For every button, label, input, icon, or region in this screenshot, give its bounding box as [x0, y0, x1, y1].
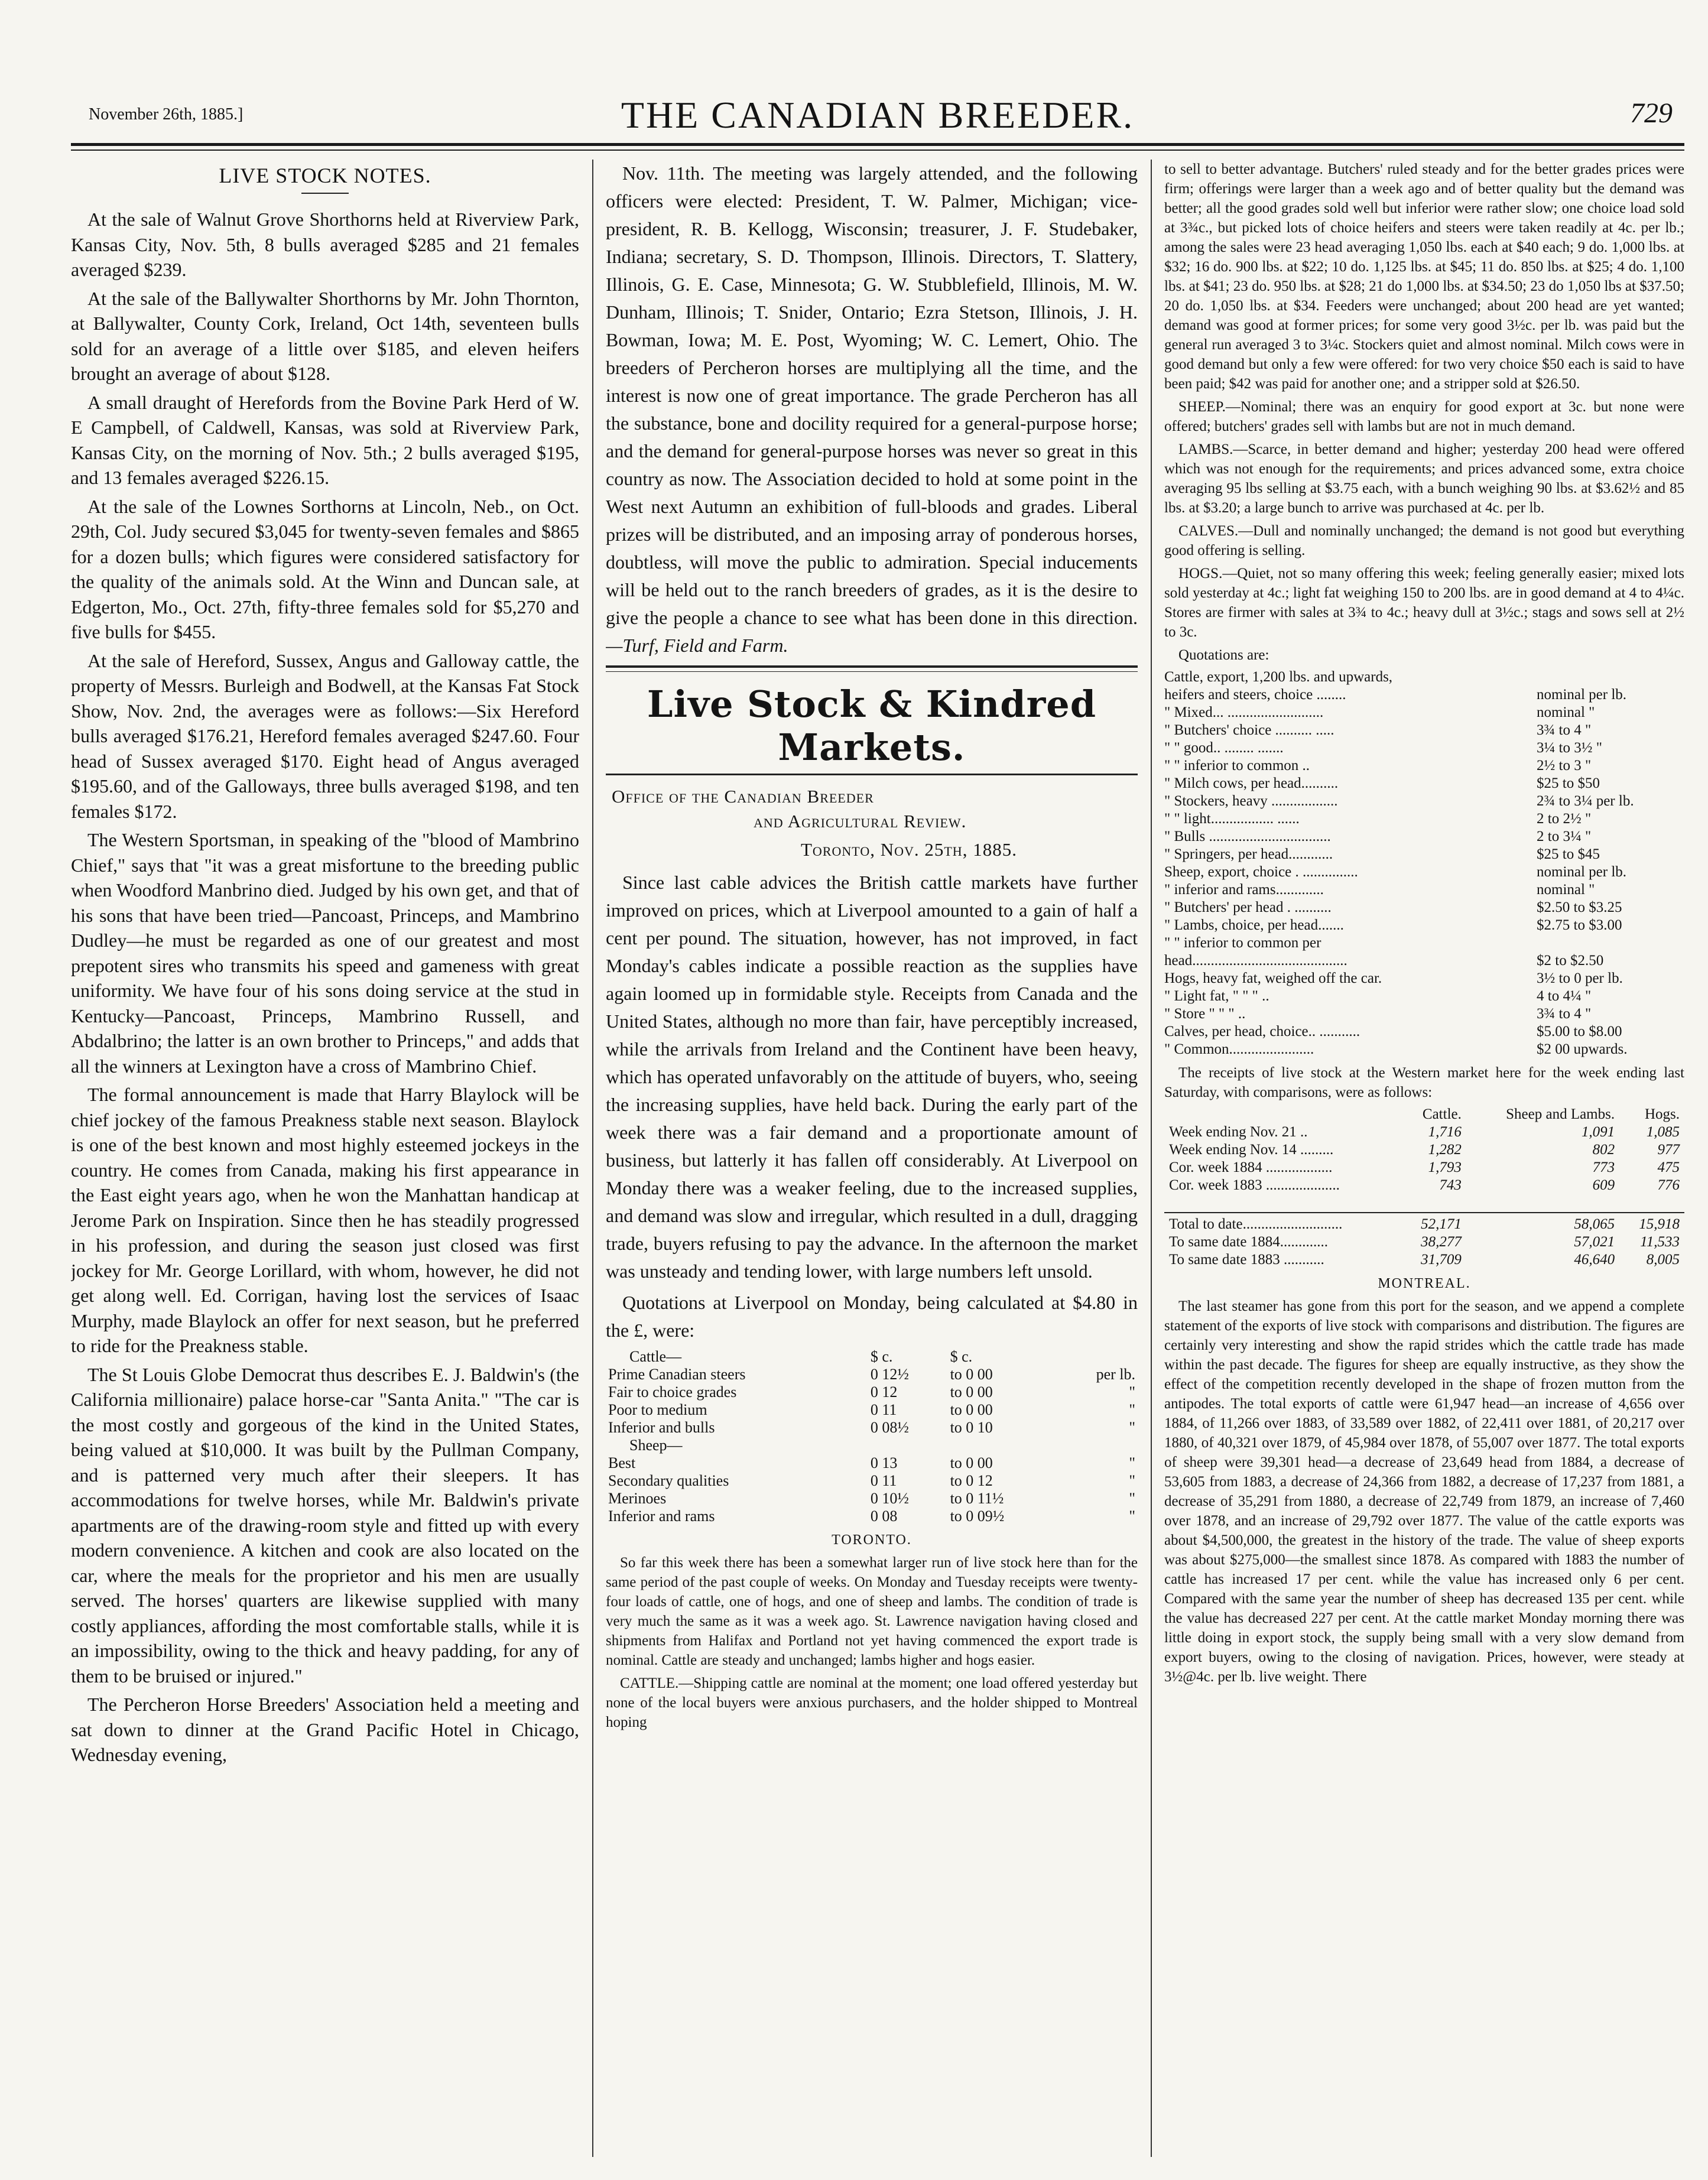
list-item: [1164, 686, 1684, 704]
quotation-label: heifers and steers, choice ........: [1164, 687, 1346, 703]
toronto-quotations-list: [1164, 668, 1684, 1058]
source-signature: —Turf, Field and Farm.: [606, 635, 788, 656]
table-cell: 1,282: [1428, 1142, 1462, 1158]
table-spacer: [1164, 1194, 1684, 1213]
table-cell: To same date 1883 ...........: [1169, 1252, 1324, 1268]
price-unit: ": [1129, 1472, 1135, 1489]
price-to: to 0 00: [950, 1454, 993, 1471]
list-item: [1164, 987, 1684, 1005]
quotation-label: Sheep, export, choice . ...............: [1164, 864, 1358, 880]
list-item: [1164, 739, 1684, 757]
price-unit: ": [1129, 1454, 1135, 1471]
quotation-value: nominal per lb.: [1537, 864, 1627, 880]
price-from: 0 11: [870, 1401, 897, 1418]
row-label: Best: [608, 1454, 636, 1471]
quotation-label: " Common.......................: [1164, 1041, 1314, 1057]
list-item: [1164, 668, 1684, 686]
quotation-label: " Lambs, choice, per head.......: [1164, 917, 1344, 933]
office-line: Office of the Canadian Breeder: [612, 786, 874, 807]
column-market-reports: [1164, 160, 1684, 2157]
quotation-value: $2 to $2.50: [1537, 953, 1604, 969]
price-unit: ": [1129, 1508, 1135, 1525]
table-row: [1164, 1251, 1684, 1269]
sheep-rows: [606, 1454, 1138, 1525]
table-cell: 609: [1592, 1177, 1615, 1193]
list-item: [1164, 775, 1684, 792]
table-cell: 1,793: [1428, 1159, 1462, 1175]
article-paragraph: HOGS.—Quiet, not so many offering this week; feeling generally easier; mixed lots sold yesterday at 4c.; light fat weighing 150 to 200 lbs. are in good demand at 4 to 4¼c. Stores are firmer with sales at 3¾ to 4c.; heavy dull at 3½c.; stags and sows sell at 2½ to 3c.: [1164, 566, 1684, 640]
article-paragraph: The formal announcement is made that Harry Blaylock will be chief jockey of the famous Preakness stable next season. Blaylock is one of the best known and most highly esteemed jockeys in the country. He comes from Canada, making his first appearance in the East eight years ago, when he won the Manhattan handicap at Jerome Park on Inspiration. Since then he has steadily progressed in his profession, and during the season just closed was first jockey for Mr. George Lorillard, with whom, however, he did not get along well. Ed. Corrigan, having lost the services of Isaac Murphy, made Blaylock an offer for next season, but he preferred to ride for the Preakness stable.: [71, 1084, 579, 1356]
column-live-stock-notes: [71, 160, 579, 2157]
quotation-label: " Butchers' choice .......... .....: [1164, 722, 1334, 738]
table-cell: 31,709: [1421, 1252, 1462, 1268]
montreal-heading: MONTREAL.: [1378, 1276, 1471, 1291]
table-cell: Cor. week 1883 ....................: [1169, 1177, 1340, 1193]
table-row: [606, 1490, 1138, 1508]
article-paragraph: CALVES.—Dull and nominally unchanged; the demand is not good but everything good offering is selling.: [1164, 523, 1684, 558]
quotation-label: " " light................. ......: [1164, 811, 1300, 827]
price-from: 0 12½: [870, 1366, 909, 1383]
table-row: [1164, 1123, 1684, 1141]
price-unit: per lb.: [1096, 1366, 1135, 1383]
price-to: to 0 11½: [950, 1490, 1004, 1507]
receipts-table: [1164, 1106, 1684, 1269]
row-label: Fair to choice grades: [608, 1383, 737, 1401]
section-rule: [606, 665, 1138, 672]
table-row: [606, 1401, 1138, 1419]
page-number: 729: [1630, 98, 1673, 129]
list-item: [1164, 810, 1684, 828]
spacer-cell: [1164, 1194, 1401, 1213]
row-label: Secondary qualities: [608, 1472, 729, 1489]
column-header: $ c.: [950, 1348, 973, 1365]
price-unit: ": [1129, 1490, 1135, 1507]
table-row: [1164, 1233, 1684, 1251]
article-paragraph: LAMBS.—Scarce, in better demand and higher; yesterday 200 head were offered which was not enough for the requirements; and prices advanced some, extra choice averaging 95 lbs selling at $3.75 each, with a bunch weighing 90 lbs. at $3.62½ and 85 lbs. at $3.20; a large bunch to arrive was purchased at 4c. per lb.: [1164, 441, 1684, 516]
quotation-value: 3¼ to 3½ ": [1537, 740, 1602, 756]
price-from: 0 12: [870, 1383, 898, 1401]
table-cell: To same date 1884.............: [1169, 1234, 1329, 1250]
quotation-label: " Store " " " ..: [1164, 1006, 1246, 1022]
article-paragraph: A small draught of Herefords from the Bovine Park Herd of W. E Campbell, of Caldwell, Kansas, was sold at Riverview Park, Kansas City, on the morning of Nov. 5th.; 2 bulls averaged $195, and 13 females averaged $226.15.: [71, 391, 579, 488]
quotation-label: " Stockers, heavy ..................: [1164, 793, 1338, 809]
quotation-label: " Bulls .................................: [1164, 829, 1331, 844]
quotation-value: $25 to $50: [1537, 775, 1600, 791]
quotation-label: " " good.. ........ .......: [1164, 740, 1284, 756]
newspaper-page: [71, 89, 1684, 2157]
markets-title: Live Stock & Kindred Markets.: [647, 683, 1097, 769]
office-line: and Agricultural Review.: [754, 811, 967, 831]
quotation-value: 3¾ to 4 ": [1537, 722, 1592, 738]
list-item: [1164, 899, 1684, 917]
article-paragraph: At the sale of Walnut Grove Shorthorns held at Riverview Park, Kansas City, Nov. 5th, 8 bulls averaged $285 and 21 females averaged $239.: [71, 209, 579, 280]
column-markets: [606, 160, 1138, 2157]
quotation-label: " Light fat, " " " ..: [1164, 988, 1269, 1004]
price-to: to 0 12: [950, 1472, 993, 1489]
table-cell: 52,171: [1401, 1213, 1466, 1233]
quotation-value: $5.00 to $8.00: [1537, 1024, 1622, 1039]
row-label: Poor to medium: [608, 1401, 707, 1418]
table-group-label: Cattle—: [629, 1348, 682, 1365]
table-cell: Week ending Nov. 21 ..: [1169, 1124, 1308, 1140]
table-cell: 776: [1657, 1177, 1680, 1193]
row-label: Prime Canadian steers: [608, 1366, 746, 1383]
table-cell: 38,277: [1421, 1234, 1462, 1250]
list-item: [1164, 704, 1684, 722]
quotation-value: 4 to 4¼ ": [1537, 988, 1592, 1004]
quotation-label: Calves, per head, choice.. ...........: [1164, 1024, 1360, 1039]
table-cell: 743: [1439, 1177, 1462, 1193]
table-cell: 802: [1592, 1142, 1615, 1158]
table-row: [606, 1472, 1138, 1490]
article-paragraph: Quotations at Liverpool on Monday, being calculated at $4.80 in the £, were:: [606, 1292, 1138, 1341]
column-header: Cattle.: [1422, 1106, 1462, 1122]
price-from: 0 10½: [870, 1490, 909, 1507]
quotation-value: 2 to 3¼ ": [1537, 829, 1592, 844]
list-item: [1164, 934, 1684, 952]
quotation-label: " Springers, per head............: [1164, 846, 1333, 862]
list-item: [1164, 863, 1684, 881]
table-cell: Total to date...........................: [1164, 1213, 1401, 1233]
table-cell: 773: [1592, 1159, 1615, 1175]
quotation-label: head..........................................: [1164, 953, 1347, 969]
list-item: [1164, 757, 1684, 775]
quotation-label: " Milch cows, per head..........: [1164, 775, 1339, 791]
row-label: Inferior and rams: [608, 1508, 715, 1525]
quotation-value: $2.75 to $3.00: [1537, 917, 1622, 933]
table-cell: 8,005: [1646, 1252, 1680, 1268]
liverpool-quotations-table: [606, 1348, 1138, 1525]
article-text: Nov. 11th. The meeting was largely attended, and the following officers were elected: President, T. W. Palmer, Michigan; vice-president, R. B. Kellogg, Wisconsin; treasurer, J. F. Studebaker, Indiana; secretary, S. D. Thompson, Illinois. Directors, T. Slattery, Illinois, G. E. Case, Minnesota; G. W. Stubblefield, Illinois, M. W. Dunham, Illinois; T. Snider, Ontario; Ezra Stetson, Illinois, J. H. Bowman, Iowa; M. E. Post, Wyoming; W. C. Lemert, Ohio. The breeders of Percheron horses are multiplying all the time, and the interest is now one of great importance. The grade Percheron has all the substance, bone and docility required for a general-purpose horse; and the demand for general-purpose horses was never so great in this country as now. The Association decided to hold at some point in the West next Autumn an exhibition of full-bloods and grades. Liberal prizes will be distributed, and an imposing array of ponderous horses, doubtless, will move the public to admiration. Special inducements will be held out to the ranch breeders of grades, as it is the desire to give the people a chance to see what has been done in this direction.: [606, 163, 1138, 628]
table-cell: 11,533: [1640, 1234, 1680, 1250]
table-cell: 1,716: [1428, 1124, 1462, 1140]
cattle-rows: [606, 1366, 1138, 1437]
list-item: [1164, 970, 1684, 987]
price-unit: ": [1129, 1419, 1135, 1436]
table-row: [1164, 1159, 1684, 1177]
header-rule: [71, 143, 1684, 146]
section-heading: LIVE STOCK NOTES.: [219, 164, 431, 187]
list-item: [1164, 1005, 1684, 1023]
column-header: $ c.: [870, 1348, 893, 1365]
table-cell: 1,091: [1581, 1124, 1615, 1140]
toronto-heading: TORONTO.: [832, 1532, 912, 1548]
article-paragraph: SHEEP.—Nominal; there was an enquiry for good export at 3c. but none were offered; butchers' grades sell with lambs but are not in much demand.: [1164, 399, 1684, 434]
list-item: [1164, 722, 1684, 739]
quotation-value: [1537, 668, 1684, 686]
list-item: [1164, 952, 1684, 970]
price-to: to 0 09½: [950, 1508, 1005, 1525]
masthead-title: THE CANADIAN BREEDER.: [621, 94, 1135, 136]
quotation-value: [1537, 934, 1684, 952]
quotation-value: 2 to 2½ ": [1537, 811, 1592, 827]
article-paragraph: [606, 160, 1138, 659]
article-paragraph: At the sale of the Ballywalter Shorthorns by Mr. John Thornton, at Ballywalter, County Cork, Ireland, Oct 14th, seventeen bulls sold for an average of a little over $185, and eleven heifers brought an average of about $128.: [71, 287, 579, 384]
price-to: to 0 10: [950, 1419, 993, 1436]
quotation-label: " " inferior to common ..: [1164, 758, 1310, 774]
column-header: Sheep and Lambs.: [1506, 1106, 1615, 1122]
list-item: [1164, 846, 1684, 863]
list-item: [1164, 828, 1684, 846]
price-to: to 0 00: [950, 1383, 993, 1401]
article-paragraph: So far this week there has been a somewhat larger run of live stock here than for the same period of the past couple of weeks. On Monday and Tuesday receipts were twenty-four loads of cattle, one of hogs, and one of sheep and lambs. The condition of trade is very much the same as it was a week ago. St. Lawrence navigation having closed and shipments from Halifax and Portland not yet having commenced the export trade is nominal. Cattle are steady and unchanged; lambs higher and hogs easier.: [606, 1555, 1138, 1668]
heading-rule: [301, 193, 349, 194]
list-item: [1164, 792, 1684, 810]
article-paragraph: At the sale of the Lownes Sorthorns at Lincoln, Neb., on Oct. 29th, Col. Judy secured $3,045 for twenty-seven females and $865 for a dozen bulls; which figures were considered satisfactory for the quality of the animals sold. At the Winn and Duncan sale, at Edgerton, Mo., Oct. 27th, fifty-three females sold for $5,270 and five bulls for $455.: [71, 495, 579, 642]
article-paragraph: The last steamer has gone from this port for the season, and we append a complete statement of the exports of live stock with comparisons and distribution. The figures are certainly very interesting and show the rapid strides which the cattle trade has made within the past decade. The figures for sheep are equally instructive, as they show the effect of the competition recently developed in the shape of frozen mutton from the antipodes. The total exports of cattle were 61,947 head—an increase of 4,656 over 1884, of 11,266 over 1883, of 33,589 over 1882, of 22,411 over 1881, of 20,217 over 1880, of 40,321 over 1879, of 45,984 over 1878, of 55,007 over 1877. The total exports of sheep were 39,301 head—a decrease of 23,649 head from 1884, a decrease of 53,605 from 1883, a decrease of 24,366 from 1882, a decrease of 17,237 from 1881, a decrease of 35,291 from 1880, a decrease of 22,749 from 1879, an increase of 7,460 over 1878, and an increase of 29,792 over 1877. The value of the cattle exports was about $4,500,000, the greatest in the history of the trade. The value of sheep exports was about $275,000—the smallest since 1878. As compared with 1883 the number of cattle has increased 17 per cent. while the value has increased only 6 per cent. Compared with the same year the number of sheep has decreased 135 per cent. while the value has decreased 227 per cent. At the cattle market Monday morning there was little doing in export stock, the supply being small with a very slow demand from export buyers, owing to the closing of navigation. Prices, however, were steady at 3½@4c. per lb. live weight. There: [1164, 1298, 1684, 1685]
table-row: [606, 1419, 1138, 1437]
row-label: Merinoes: [608, 1490, 667, 1507]
price-from: 0 08: [870, 1508, 898, 1525]
quotation-value: nominal ": [1537, 704, 1595, 720]
quotation-label: " inferior and rams.............: [1164, 882, 1324, 898]
table-row: [1164, 1213, 1684, 1233]
table-cell: 58,065: [1466, 1213, 1619, 1233]
quotation-value: $25 to $45: [1537, 846, 1600, 862]
quotation-label: Cattle, export, 1,200 lbs. and upwards,: [1164, 669, 1393, 685]
article-paragraph: Since last cable advices the British cattle markets have further improved on prices, which at Liverpool amounted to a gain of half a cent per pound. The situation, however, has not improved, in fact Monday's cables indicate a possible reaction as the supplies have again loomed up in formidable style. Receipts from Canada and the United States, although no more than fair, have perceptibly increased, while the arrivals from Ireland and the Continent have been heavy, which has operated unfavorably on the attitude of buyers, who, seeing the increasing supplies, have held back. During the early part of the week there was a fair demand and a proportionate amount of business, but latterly it has fallen off considerably. At Liverpool on Monday there was a weaker feeling, due to the increased supplies, and demand was slow and irregular, which resulted in a dull, dragging trade, buyers refusing to pay the advance. In the afternoon the market was unsteady and tending lower, with large numbers left unsold.: [606, 872, 1138, 1282]
table-cell: Week ending Nov. 14 .........: [1169, 1142, 1334, 1158]
quotation-value: 2¾ to 3¼ per lb.: [1537, 793, 1634, 809]
article-paragraph: CATTLE.—Shipping cattle are nominal at the moment; one load offered yesterday but none of the local buyers were anxious purchasers, and the holder shipped to Montreal hoping: [606, 1675, 1138, 1730]
article-paragraph: The receipts of live stock at the Western market here for the week ending last Saturday, with comparisons, were as follows:: [1164, 1065, 1684, 1100]
price-unit: ": [1129, 1401, 1135, 1418]
table-cell: 46,640: [1574, 1252, 1615, 1268]
column-header: [1164, 1106, 1401, 1123]
list-item: [1164, 917, 1684, 934]
quotation-value: 2½ to 3 ": [1537, 758, 1592, 774]
table-cell: Cor. week 1884 ..................: [1169, 1159, 1333, 1175]
article-paragraph: At the sale of Hereford, Sussex, Angus and Galloway cattle, the property of Messrs. Burleigh and Bodwell, at the Kansas Fat Stock Show, Nov. 2nd, the averages were as follows:—Six Hereford bulls averaged $176.21, Hereford females averaged $247.60. Four head of Sussex averaged $170. Eight head of Angus averaged $195.60, and of the Galloways, three bulls averaged $198, and ten females $172.: [71, 649, 579, 822]
section-rule: [606, 774, 1138, 775]
price-to: to 0 00: [950, 1401, 993, 1418]
quotation-value: $2.50 to $3.25: [1537, 899, 1622, 915]
quotations-label: Quotations are:: [1178, 647, 1269, 663]
table-row: [1164, 1141, 1684, 1159]
quotation-value: nominal per lb.: [1537, 687, 1627, 703]
list-item: [1164, 881, 1684, 899]
article-paragraph: to sell to better advantage. Butchers' ruled steady and for the better grades prices were firm; offerings were larger than a week ago and of better quality but the demand was better; all the good grades sold well but inferior were rather slow; one choice load sold at 3¾c., but picked lots of choice heifers and steers were taken readily at 4c. per lb.; among the sales were 23 head averaging 1,050 lbs. each at $40 each; 9 do. 1,000 lbs. at $32; 16 do. 900 lbs. at $22; 10 do. 1,125 lbs. at $45; 11 do. 850 lbs. at $25; 4 do. 1,100 lbs. at $41; 23 do. 950 lbs. at $28; 21 do 1,000 lbs. at $34.50; 23 do 1,050 lbs at $37.50; 20 do. 1,050 lbs. at $34. Feeders were unchanged; about 200 head are yet wanted; demand was good at former prices; for some very good 3½c. per lb. was paid but the general run averaged 3 to 3¼c. Stockers quiet and almost nominal. Milch cows were in good demand but only a few were offered: for two very choice $50 each is said to have been paid; $42 was paid for another one; and a stripper sold at $26.50.: [1164, 161, 1684, 392]
list-item: [1164, 1023, 1684, 1041]
table-row: [1164, 1177, 1684, 1194]
article-paragraph: The Percheron Horse Breeders' Association held a meeting and sat down to dinner at the Grand Pacific Hotel in Chicago, Wednesday evening,: [71, 1694, 579, 1765]
table-cell: 977: [1657, 1142, 1680, 1158]
issue-date: November 26th, 1885.]: [89, 105, 243, 124]
price-from: 0 13: [870, 1454, 898, 1471]
table-cell: 57,021: [1574, 1234, 1615, 1250]
quotation-label: " " inferior to common per: [1164, 935, 1321, 951]
quotation-label: " Butchers' per head . ..........: [1164, 899, 1332, 915]
table-cell: 15,918: [1619, 1213, 1684, 1233]
receipts-rows: [1164, 1123, 1684, 1269]
table-cell: 475: [1657, 1159, 1680, 1175]
table-row: [606, 1454, 1138, 1472]
price-from: 0 11: [870, 1472, 897, 1489]
column-divider: [592, 160, 593, 2157]
price-to: to 0 00: [950, 1366, 993, 1383]
list-item: [1164, 1041, 1684, 1058]
table-row: [606, 1366, 1138, 1383]
table-row: [606, 1508, 1138, 1525]
page-header: [71, 89, 1684, 142]
price-from: 0 08½: [870, 1419, 909, 1436]
quotation-value: nominal ": [1537, 882, 1595, 898]
column-header: Hogs.: [1644, 1106, 1680, 1122]
quotation-label: Hogs, heavy fat, weighed off the car.: [1164, 970, 1382, 986]
quotation-value: 3¾ to 4 ": [1537, 1006, 1592, 1022]
price-unit: ": [1129, 1383, 1135, 1401]
table-header-row: [1164, 1106, 1684, 1123]
table-group-label: Sheep—: [629, 1437, 683, 1454]
column-divider: [1151, 160, 1152, 2157]
article-paragraph: The St Louis Globe Democrat thus describes E. J. Baldwin's (the California millionaire) palace horse-car "Santa Anita." "The car is the most costly and gorgeous of the kind in the United States, being valued at $10,000. It was built by the Pullman Company, and is patterned very much after their sleepers. It has accommodations for twelve horses, while Mr. Baldwin's private apartments are of the drawing-room style and fitted up with every modern convenience. A kitchen and cook are also located on the car, where the meals for the proprietor and his men are usually served. The horses' quarters are likewise supplied with many costly appliances, affording the most comfortable stalls, while it is an impossibility, owing to the thick and heavy padding, for any of them to be bruised or injured.": [71, 1363, 579, 1687]
row-label: Inferior and bulls: [608, 1419, 715, 1436]
quotation-label: " Mixed... ..........................: [1164, 704, 1324, 720]
dateline: Toronto, Nov. 25th, 1885.: [801, 839, 1017, 860]
table-row: [606, 1383, 1138, 1401]
article-paragraph: The Western Sportsman, in speaking of the "blood of Mambrino Chief," says that "it was a great misfortune to the breeding public when Woodford Manbrino died. Judged by his own get, and that of his sons that have been tried—Pancoast, Princeps, and Mambrino Dudley—he must be regarded as one of our greatest and most prepotent sires who transmits his speed and gameness with great uniformity. We have four of his sons doing service at the stud in Kentucky—Pancoast, Princeps, Mambrino Russell, and Abdalbrino; the latter is an own brother to Princeps," and adds that all the winners at Lexington have a cross of Mambrino Chief.: [71, 829, 579, 1077]
quotation-value: $2 00 upwards.: [1537, 1041, 1628, 1057]
table-cell: 1,085: [1646, 1124, 1680, 1140]
header-rule-thin: [71, 150, 1684, 151]
quotation-value: 3½ to 0 per lb.: [1537, 970, 1623, 986]
